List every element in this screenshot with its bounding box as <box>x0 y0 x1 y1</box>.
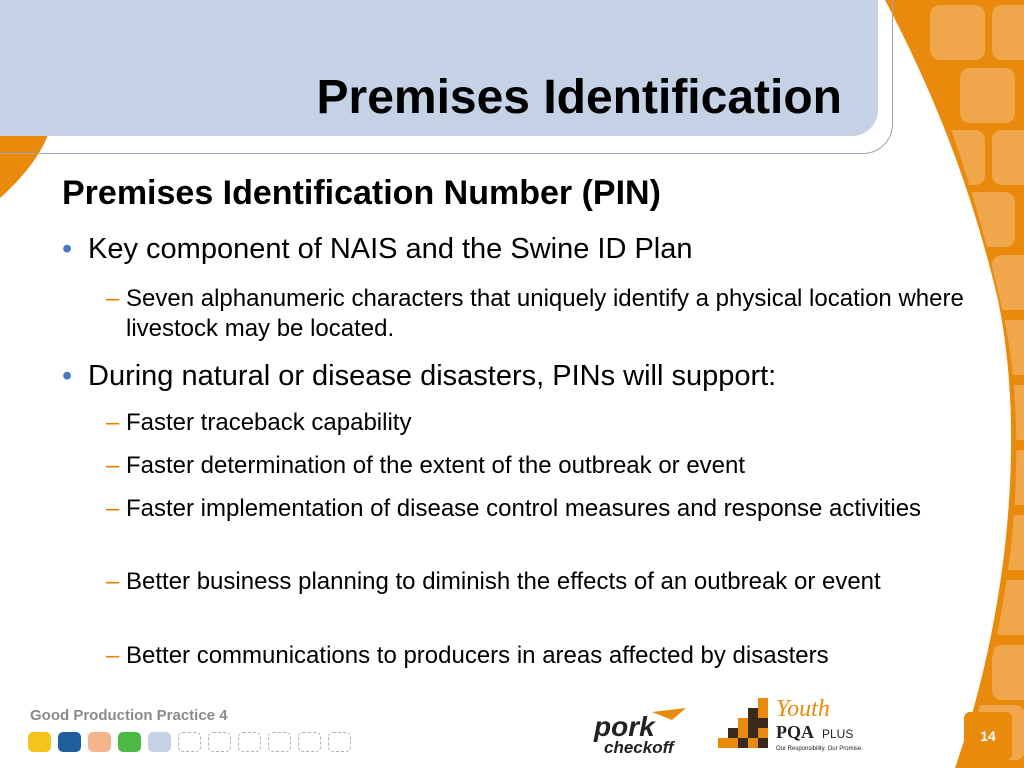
footer-series-label: Good Production Practice 4 <box>30 707 228 724</box>
empty-swatch <box>328 732 351 752</box>
sub-bullet-text: Faster traceback capability <box>126 409 412 436</box>
sub-bullet-text: Faster determination of the extent of the outbreak or event <box>126 452 746 479</box>
color-swatch <box>88 732 111 752</box>
bullet-text: Key component of NAIS and the Swine ID Plan <box>88 233 693 265</box>
youth-pqa-plus-logo <box>714 694 864 756</box>
dash-icon: – <box>106 409 120 436</box>
empty-swatch <box>298 732 321 752</box>
svg-text:PLUS: PLUS <box>822 727 854 741</box>
sub-bullet-text: Better communications to producers in areas affected by disasters <box>126 642 829 669</box>
color-swatch <box>28 732 51 752</box>
color-swatch <box>58 732 81 752</box>
bullet-item <box>62 360 776 393</box>
color-swatch-row <box>28 732 351 752</box>
subheading: Premises Identification Number (PIN) <box>62 174 661 212</box>
dash-icon: – <box>106 452 120 479</box>
empty-swatch <box>208 732 231 752</box>
dash-icon: – <box>106 568 120 595</box>
svg-text:Our Responsibility. Our Promis: Our Responsibility. Our Promise. <box>776 746 863 752</box>
dash-icon: – <box>106 495 120 522</box>
bullet-icon: • <box>62 233 73 265</box>
bullet-text: During natural or disease disasters, PINs will support: <box>88 360 777 392</box>
bullet-item <box>62 233 693 266</box>
color-swatch <box>118 732 141 752</box>
svg-text:PQA: PQA <box>776 722 814 742</box>
sub-bullet-item <box>106 284 966 344</box>
svg-text:checkoff: checkoff <box>604 738 674 757</box>
empty-swatch <box>268 732 291 752</box>
sub-bullet-item <box>106 641 966 671</box>
sub-bullet-text: Faster implementation of disease control measures and response activities <box>126 495 922 522</box>
svg-text:Youth: Youth <box>776 696 830 722</box>
sub-bullet-item <box>106 451 966 481</box>
page-number-badge: 14 <box>964 712 1012 760</box>
empty-swatch <box>178 732 201 752</box>
sub-bullet-item <box>106 408 966 438</box>
sub-bullet-text: Seven alphanumeric characters that uniquely identify a physical location where livestock may be located. <box>126 285 964 342</box>
pork-checkoff-logo <box>590 706 694 758</box>
dash-icon: – <box>106 285 120 312</box>
color-swatch <box>148 732 171 752</box>
bullet-icon: • <box>62 360 73 392</box>
empty-swatch <box>238 732 261 752</box>
dash-icon: – <box>106 642 120 669</box>
sub-bullet-text: Better business planning to diminish the effects of an outbreak or event <box>126 568 881 595</box>
svg-text:pork: pork <box>594 711 655 742</box>
sub-bullet-item <box>106 494 966 524</box>
slide-title: Premises Identification <box>316 71 842 124</box>
sub-bullet-item <box>106 567 966 597</box>
